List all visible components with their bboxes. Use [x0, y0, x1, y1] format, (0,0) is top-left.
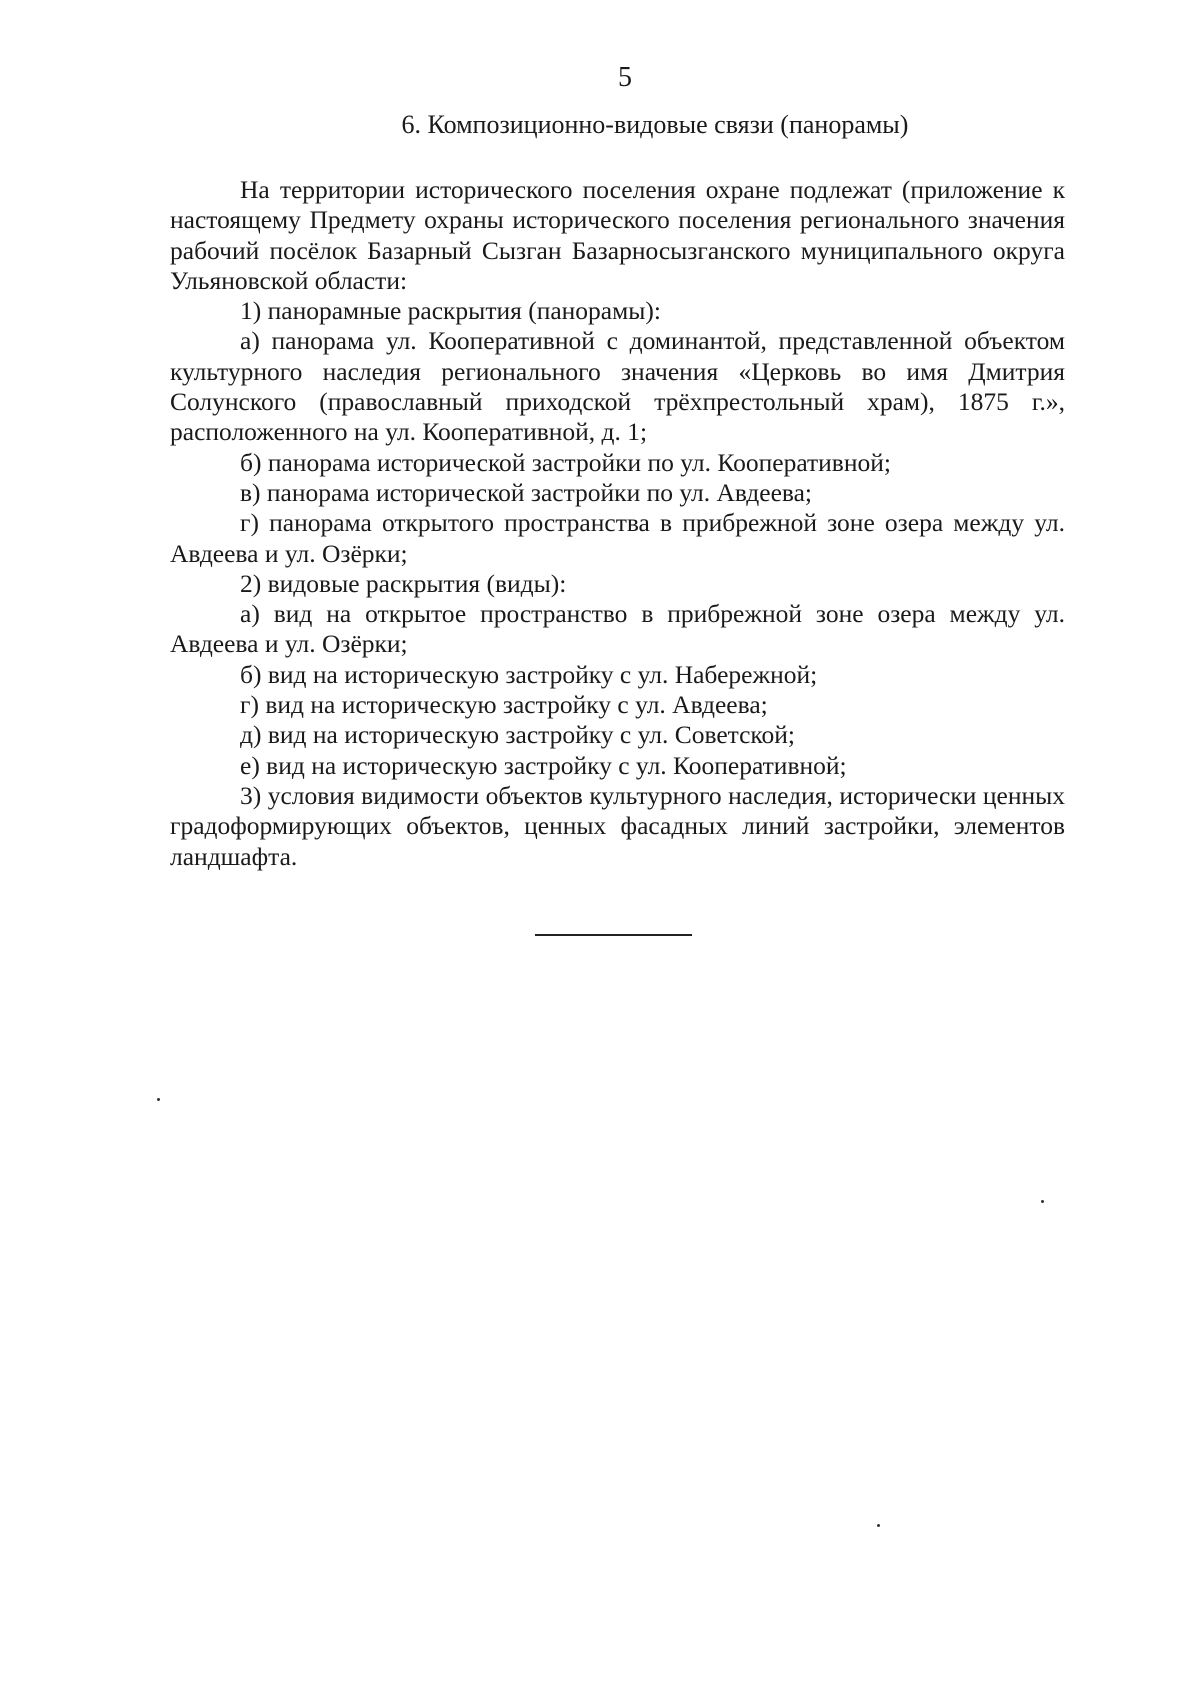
- paragraph-view-e: е) вид на историческую застройку с ул. Кооперативной;: [240, 750, 847, 780]
- closing-rule: [535, 934, 692, 936]
- paragraph-view-a: а) вид на открытое пространство в прибрежной зоне озера между ул. Авдеева и ул. Озёрки;: [170, 599, 1065, 659]
- paragraph-panorama-b: б) панорама исторической застройки по ул. Кооперативной;: [240, 447, 891, 477]
- paragraph-view-g: г) вид на историческую застройку с ул. Авдеева;: [240, 690, 768, 720]
- scan-speck: [157, 1098, 160, 1101]
- scan-speck: [877, 1524, 880, 1527]
- paragraph-panorama-a: а) панорама ул. Кооперативной с доминантой, представленной объектом культурного наследия регионального значения «Церковь во имя Дмитрия Солунского (православный приходской трёхпрестольный храм), 1875 г.», расположенного на ул. Кооперативной, д. 1;: [170, 326, 1065, 447]
- scan-speck: [1041, 1200, 1044, 1203]
- paragraph-visibility-conditions: 3) условия видимости объектов культурного наследия, исторически ценных градоформирующих объектов, ценных фасадных линий застройки, элементов ландшафта.: [170, 780, 1065, 871]
- page-number: 5: [618, 62, 632, 93]
- section-heading: 6. Композиционно-видовые связи (панорамы): [401, 110, 909, 139]
- paragraph-views-heading: 2) видовые раскрытия (виды):: [240, 568, 567, 598]
- paragraph-intro: На территории исторического поселения охране подлежат (приложение к настоящему Предмету охраны исторического поселения регионального значения рабочий посёлок Базарный Сызган Базарносызганского муниципального округа Ульяновской области:: [170, 175, 1065, 295]
- paragraph-panorama-g: г) панорама открытого пространства в прибрежной зоне озера между ул. Авдеева и ул. Озёрки;: [170, 508, 1065, 568]
- paragraph-view-b: б) вид на историческую застройку с ул. Набережной;: [240, 659, 818, 689]
- paragraph-panoramas-heading: 1) панорамные раскрытия (панорамы):: [240, 296, 661, 326]
- paragraph-view-d: д) вид на историческую застройку с ул. Советской;: [240, 720, 796, 750]
- document-body: [170, 175, 1065, 872]
- paragraph-panorama-v: в) панорама исторической застройки по ул. Авдеева;: [240, 477, 813, 507]
